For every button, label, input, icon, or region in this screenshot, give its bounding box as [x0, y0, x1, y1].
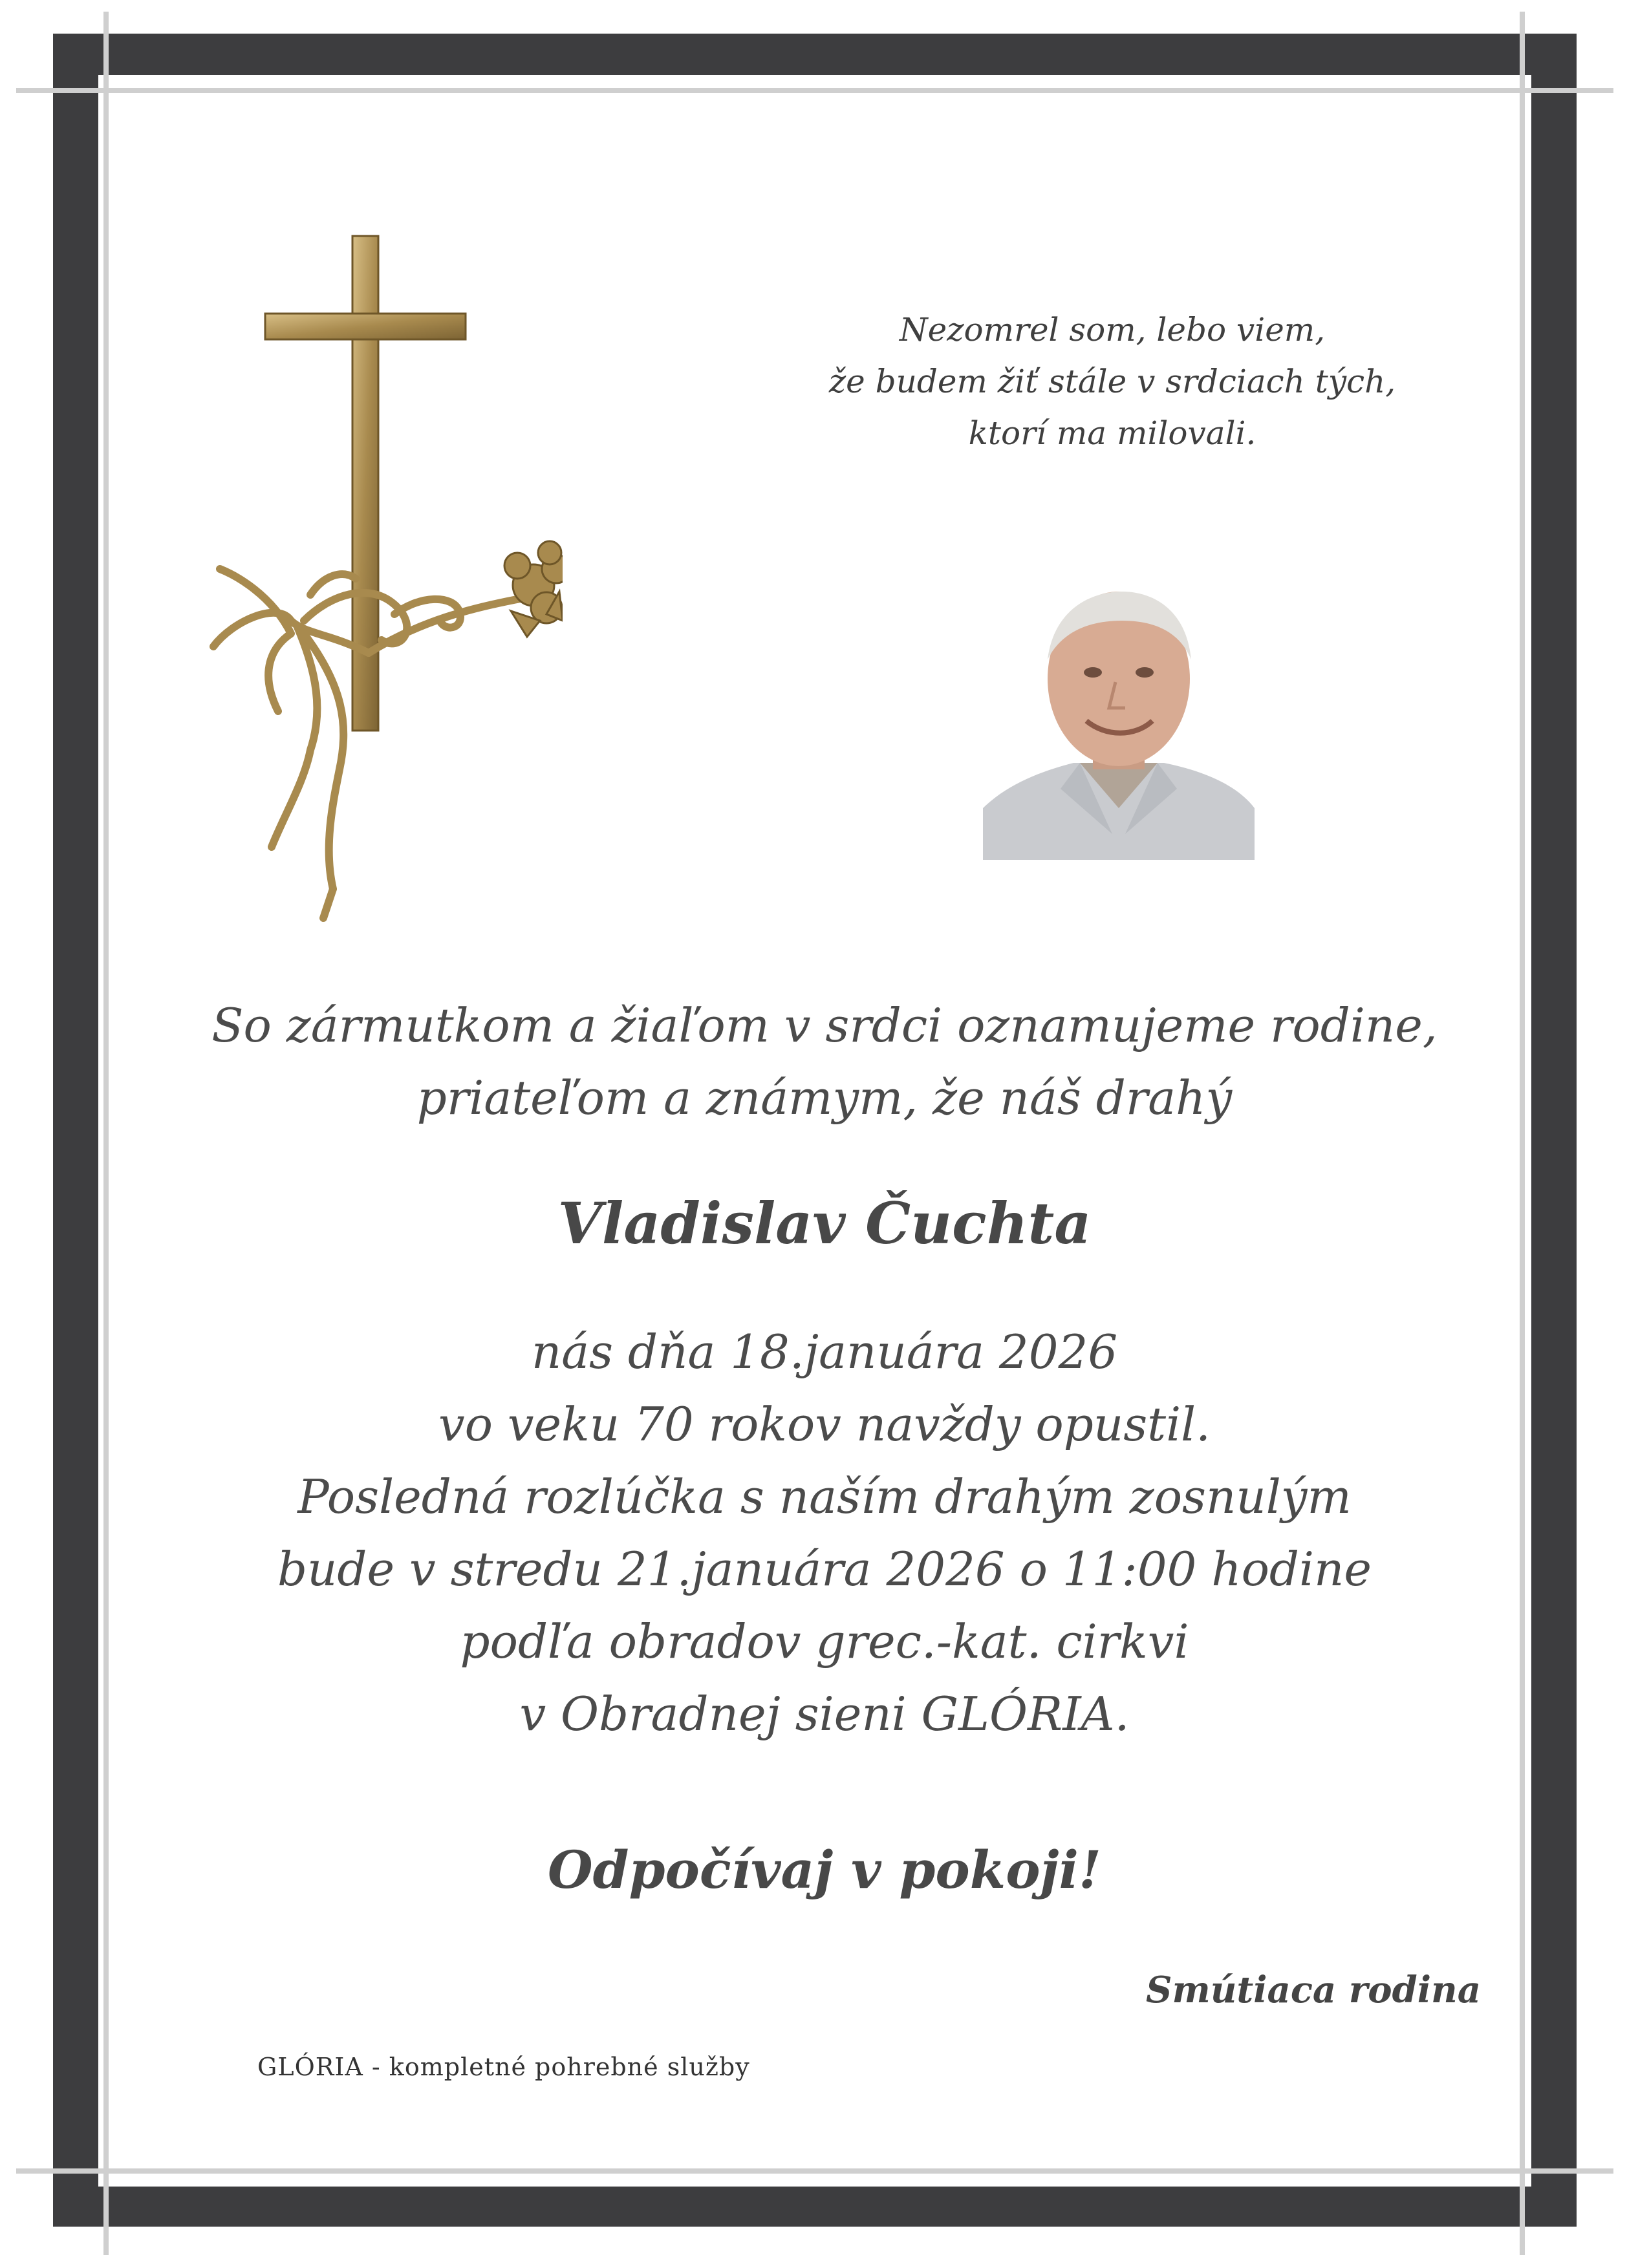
left-guide-line	[103, 12, 109, 2255]
details-line: vo veku 70 rokov navždy opustil.	[438, 1397, 1211, 1451]
bottom-guide-line	[16, 2168, 1613, 2174]
quote-line: ktorí ma milovali.	[968, 414, 1256, 452]
details-line: nás dňa 18.januára 2026	[531, 1325, 1118, 1379]
announcement-line: priateľom a známym, že náš drahý	[416, 1071, 1233, 1125]
details-line: bude v stredu 21.januára 2026 o 11:00 hodine	[277, 1542, 1372, 1596]
quote-line: že budem žiť stále v srdciach tých,	[828, 363, 1396, 400]
cross-with-rose-and-ribbon-icon	[175, 233, 563, 937]
deceased-name: Vladislav Čuchta	[557, 1190, 1092, 1257]
top-guide-line	[16, 88, 1613, 93]
signature: Smútiaca rodina	[1146, 1969, 1481, 2011]
funeral-details	[129, 1316, 1520, 1750]
funeral-service-credit: GLÓRIA - kompletné pohrebné služby	[257, 2053, 750, 2081]
portrait-photo	[983, 575, 1255, 860]
announcement-line: So zármutkom a žiaľom v srdci oznamujeme rodine,	[211, 998, 1438, 1053]
rest-in-peace: Odpočívaj v pokoji!	[547, 1839, 1101, 1900]
quote-line: Nezomrel som, lebo viem,	[899, 311, 1326, 348]
announcement-text	[129, 989, 1520, 1134]
right-guide-line	[1520, 12, 1525, 2255]
details-line: v Obradnej sieni GLÓRIA.	[519, 1687, 1130, 1741]
details-line: podľa obradov grec.-kat. cirkvi	[460, 1614, 1189, 1669]
memorial-quote	[737, 304, 1487, 459]
details-line: Posledná rozlúčka s naším drahým zosnulým	[297, 1470, 1352, 1524]
